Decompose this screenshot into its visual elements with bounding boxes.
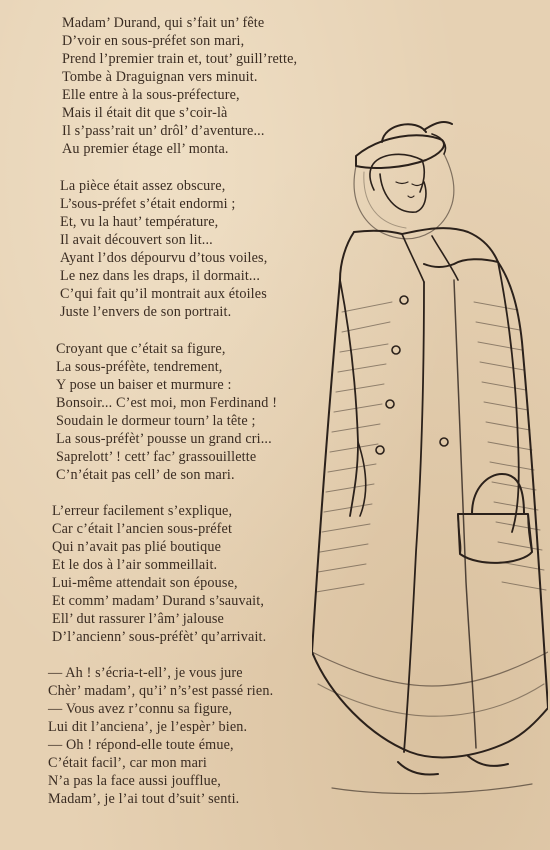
poem-line: Qui n’avait pas plié boutique: [52, 539, 222, 555]
poem-line: Car c’était l’ancien sous-préfet: [52, 521, 233, 537]
poem-line: Et comm’ madam’ Durand s’sauvait,: [52, 593, 265, 609]
poem-line: La sous-préfète, tendrement,: [56, 359, 223, 375]
poem-line: D’voir en sous-préfet son mari,: [62, 33, 245, 49]
poem-line: Prend l’premier train et, tout’ guill’rette,: [62, 51, 298, 67]
poem-line: Soudain le dormeur tourn’ la tête ;: [56, 413, 256, 429]
poem-line: Il s’pass’rait un’ drôl’ d’aventure...: [62, 123, 265, 139]
poem-line: Ayant l’dos dépourvu d’tous voiles,: [60, 250, 268, 266]
poem-line: C’n’était pas cell’ de son mari.: [56, 467, 235, 483]
poem-line: — Ah ! s’écria-t-ell’, je vous jure: [48, 665, 243, 681]
poem-line: Ell’ dut rassurer l’âm’ jalouse: [52, 611, 224, 627]
poem-line: — Vous avez r’connu sa figure,: [48, 701, 233, 717]
poem-line: D’l’ancienn’ sous-préfèt’ qu’arrivait.: [52, 629, 267, 645]
poem-line: Madam’ Durand, qui s’fait un’ fête: [62, 15, 265, 31]
poem-line: C’était facil’, car mon mari: [48, 755, 208, 771]
poem-line: Lui-même attendait son épouse,: [52, 575, 238, 591]
poem-line: C’qui fait qu’il montrait aux étoiles: [60, 286, 267, 302]
poem-line: L’erreur facilement s’explique,: [52, 503, 233, 519]
poem-line: Elle entre à la sous-préfecture,: [62, 87, 240, 103]
poem-line: Chèr’ madam’, qu’i’ n’s’est passé rien.: [48, 683, 274, 699]
poem-line: Le nez dans les draps, il dormait...: [60, 268, 261, 284]
poem-line: Y pose un baiser et murmure :: [56, 377, 232, 393]
poem-line: La sous-préfèt’ pousse un grand cri...: [56, 431, 272, 447]
illustration-woman: [312, 112, 548, 800]
poem-line: Madam’, je l’ai tout d’suit’ senti.: [48, 791, 240, 807]
poem-line: Mais il était dit que s’coir-là: [62, 105, 228, 121]
poem-line: Tombe à Draguignan vers minuit.: [62, 69, 258, 85]
poem-line: N’a pas la face aussi joufflue,: [48, 773, 221, 789]
poem-line: Saprelott’ ! cett’ fac’ grassouillette: [56, 449, 257, 465]
poem-line: Au premier étage ell’ monta.: [62, 141, 229, 157]
poem-line: Et le dos à l’air sommeillait.: [52, 557, 218, 573]
poem-line: La pièce était assez obscure,: [60, 178, 226, 194]
poem-line: L’sous-préfet s’était endormi ;: [60, 196, 236, 212]
poem-line: Juste l’envers de son portrait.: [60, 304, 232, 320]
poem-line: Croyant que c’était sa figure,: [56, 341, 226, 357]
poem-line: Et, vu la haut’ température,: [60, 214, 219, 230]
poem-line: Lui dit l’anciena’, je l’espèr’ bien.: [48, 719, 248, 735]
poem-line: Il avait découvert son lit...: [60, 232, 213, 248]
poem-line: Bonsoir... C’est moi, mon Ferdinand !: [56, 395, 278, 411]
poem-line: — Oh ! répond-elle toute émue,: [48, 737, 234, 753]
